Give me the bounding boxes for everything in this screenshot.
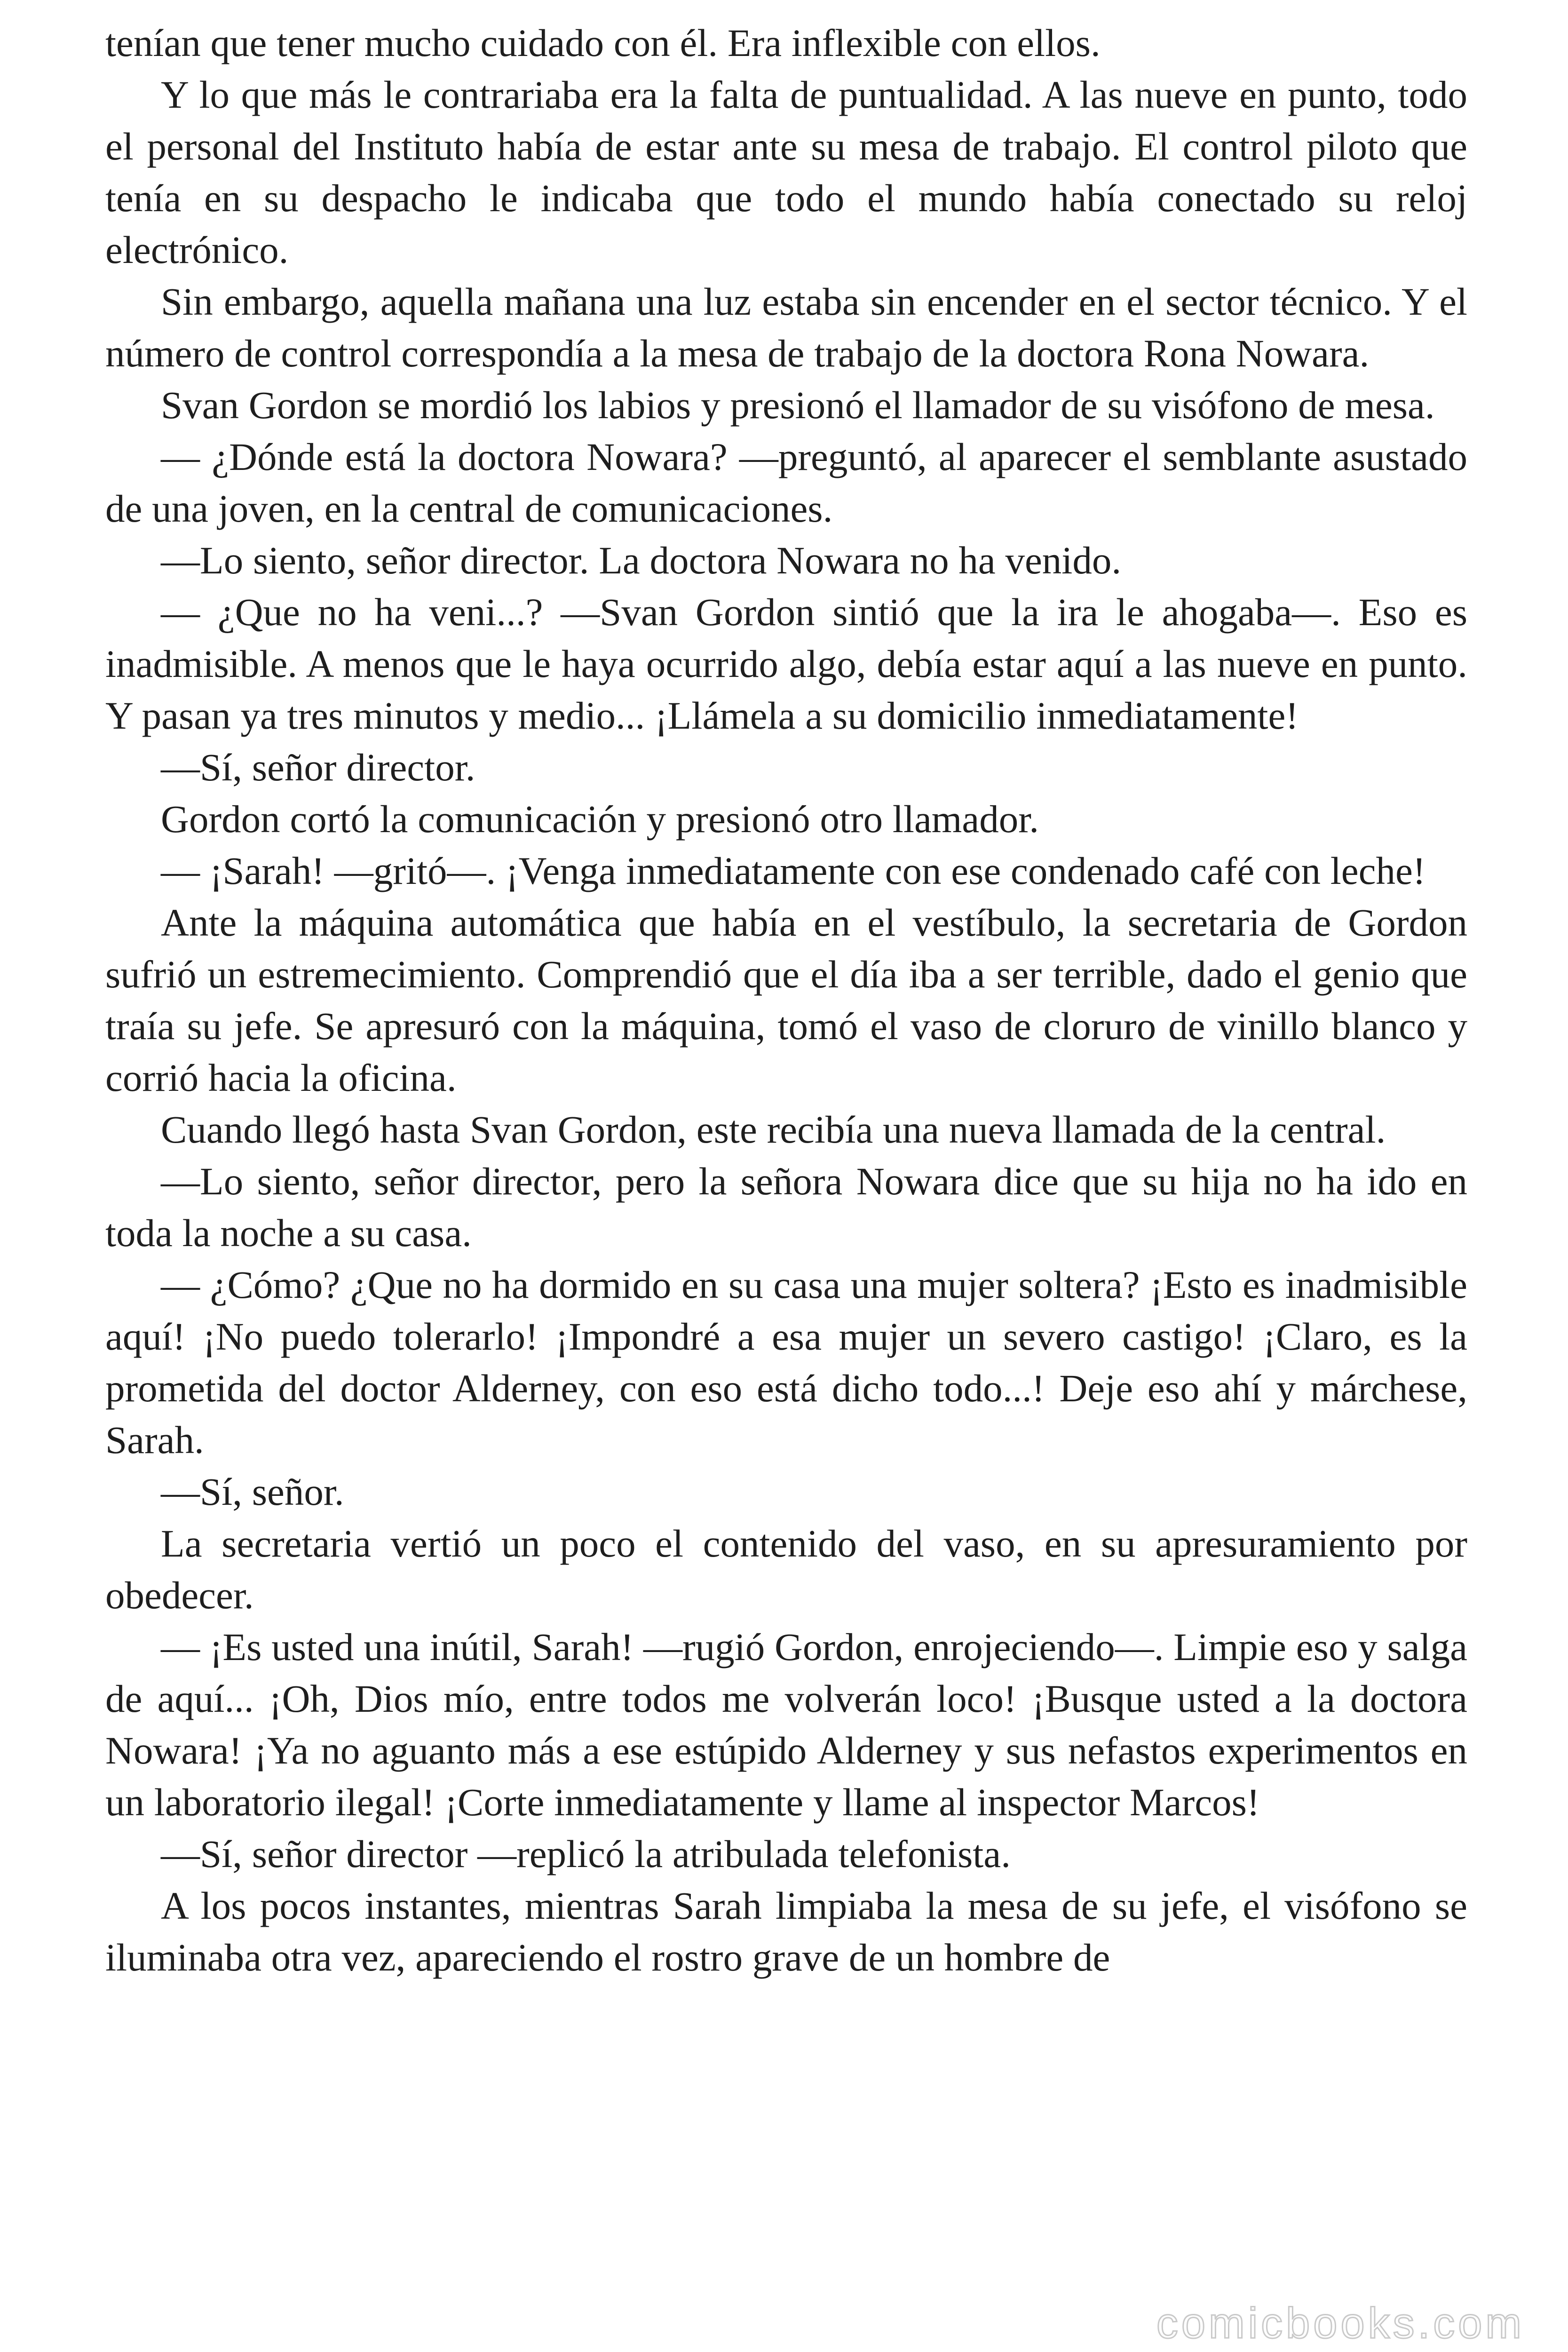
- paragraph: — ¿Que no ha veni...? —Svan Gordon sintió que la ira le ahogaba—. Eso es inadmisible. A menos que le haya ocurrido algo, debía estar aquí a las nueve en punto. Y pasan ya tres minutos y medio... ¡Llámela a su domicilio inmediatamente!: [105, 590, 1467, 737]
- paragraph: — ¡Sarah! —gritó—. ¡Venga inmediatamente con ese condenado café con leche!: [161, 849, 1426, 892]
- paragraph: —Sí, señor director —replicó la atribulada telefonista.: [161, 1832, 1011, 1875]
- paragraph: A los pocos instantes, mientras Sarah limpiaba la mesa de su jefe, el visófono se iluminaba otra vez, apareciendo el rostro grave de un hombre de: [105, 1884, 1467, 1979]
- paragraph: —Sí, señor director.: [161, 746, 475, 789]
- page-text: [105, 17, 1467, 1983]
- paragraph: La secretaria vertió un poco el contenido del vaso, en su apresuramiento por obedecer.: [105, 1522, 1467, 1617]
- paragraph: Y lo que más le contrariaba era la falta de puntualidad. A las nueve en punto, todo el personal del Instituto había de estar ante su mesa de trabajo. El control piloto que tenía en su despacho le indicaba que todo el mundo había conectado su reloj electrónico.: [105, 73, 1467, 271]
- paragraph: Gordon cortó la comunicación y presionó otro llamador.: [161, 797, 1039, 841]
- watermark: comicbooks.com: [1156, 2299, 1525, 2347]
- paragraph: —Lo siento, señor director. La doctora Nowara no ha venido.: [161, 539, 1122, 582]
- paragraph: Ante la máquina automática que había en el vestíbulo, la secretaria de Gordon sufrió un estremecimiento. Comprendió que el día iba a ser terrible, dado el genio que traía su jefe. Se apresuró con la máquina, tomó el vaso de cloruro de vinillo blanco y corrió hacia la oficina.: [105, 901, 1467, 1099]
- paragraph: tenían que tener mucho cuidado con él. Era inflexible con ellos.: [105, 21, 1101, 64]
- paragraph: — ¿Dónde está la doctora Nowara? —preguntó, al aparecer el semblante asustado de una joven, en la central de comunicaciones.: [105, 435, 1467, 530]
- paragraph: —Lo siento, señor director, pero la señora Nowara dice que su hija no ha ido en toda la noche a su casa.: [105, 1160, 1467, 1255]
- paragraph: — ¡Es usted una inútil, Sarah! —rugió Gordon, enrojeciendo—. Limpie eso y salga de aquí... ¡Oh, Dios mío, entre todos me volverán loco! ¡Busque usted a la doctora Nowara! ¡Ya no aguanto más a ese estúpido Alderney y sus nefastos experimentos en un laboratorio ilegal! ¡Corte inmediatamente y llame al inspector Marcos!: [105, 1625, 1467, 1824]
- paragraph: Cuando llegó hasta Svan Gordon, este recibía una nueva llamada de la central.: [161, 1108, 1386, 1151]
- paragraph: Sin embargo, aquella mañana una luz estaba sin encender en el sector técnico. Y el número de control correspondía a la mesa de trabajo de la doctora Rona Nowara.: [105, 280, 1467, 375]
- paragraph: Svan Gordon se mordió los labios y presionó el llamador de su visófono de mesa.: [161, 383, 1435, 427]
- paragraph: —Sí, señor.: [161, 1470, 344, 1513]
- paragraph: — ¿Cómo? ¿Que no ha dormido en su casa una mujer soltera? ¡Esto es inadmisible aquí! ¡No puedo tolerarlo! ¡Impondré a esa mujer un severo castigo! ¡Claro, es la prometida del doctor Alderney, con eso está dicho todo...! Deje eso ahí y márchese, Sarah.: [105, 1263, 1467, 1462]
